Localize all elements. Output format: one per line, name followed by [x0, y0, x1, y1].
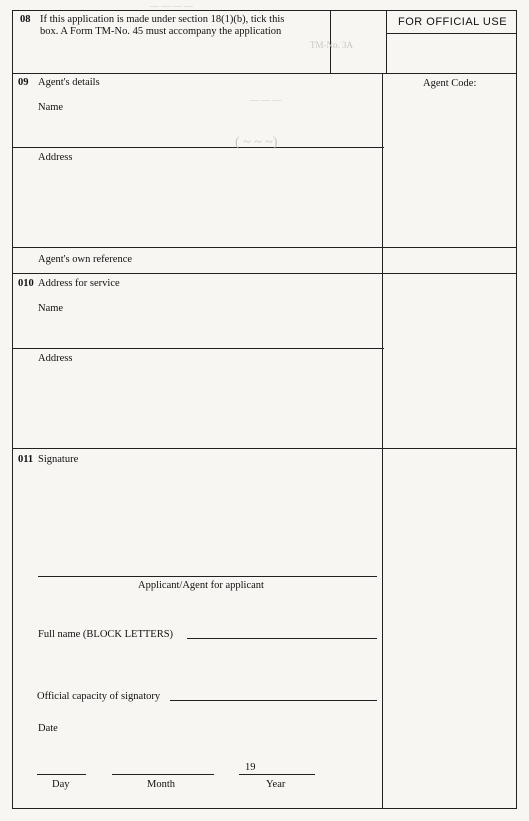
official-capacity-label: Official capacity of signatory [37, 691, 161, 702]
day-label: Day [52, 779, 70, 790]
year-label: Year [266, 779, 286, 790]
month-label: Month [147, 779, 176, 790]
signature-caption: Applicant/Agent for applicant [138, 580, 264, 591]
year-line[interactable] [239, 774, 315, 775]
section-010-title: Address for service [38, 278, 120, 289]
service-address-field[interactable] [100, 351, 380, 445]
agent-reference-field[interactable] [180, 250, 380, 271]
day-line[interactable] [37, 774, 86, 775]
section-011-number: 011 [18, 454, 34, 465]
section-08-number: 08 [20, 14, 31, 25]
date-label: Date [38, 723, 58, 734]
section-08-text-line1: If this application is made under section 18(1)(b), tick this [40, 14, 285, 25]
signature-line[interactable] [38, 576, 377, 577]
year-prefix: 19 [245, 762, 256, 773]
section-011-title: Signature [38, 454, 79, 465]
agent-address-field[interactable] [100, 150, 380, 244]
agent-reference-label: Agent's own reference [38, 254, 133, 265]
agent-name-field[interactable] [100, 90, 380, 144]
agent-address-label: Address [38, 152, 73, 163]
section-09-number: 09 [18, 77, 29, 88]
section-010-number: 010 [18, 278, 34, 289]
service-address-label: Address [38, 353, 73, 364]
official-capacity-line[interactable] [170, 700, 377, 701]
section-08-tick-box[interactable] [330, 10, 386, 72]
full-name-line[interactable] [187, 638, 377, 639]
service-name-label: Name [38, 303, 64, 314]
agent-code-label: Agent Code: [423, 78, 477, 89]
full-name-label: Full name (BLOCK LETTERS) [38, 629, 174, 640]
section-09-title: Agent's details [38, 77, 100, 88]
service-name-field[interactable] [100, 292, 380, 345]
official-use-title: FOR OFFICIAL USE [398, 16, 508, 28]
agent-name-label: Name [38, 102, 64, 113]
month-line[interactable] [112, 774, 214, 775]
section-08-text-line2: box. A Form TM-No. 45 must accompany the application [40, 26, 282, 37]
